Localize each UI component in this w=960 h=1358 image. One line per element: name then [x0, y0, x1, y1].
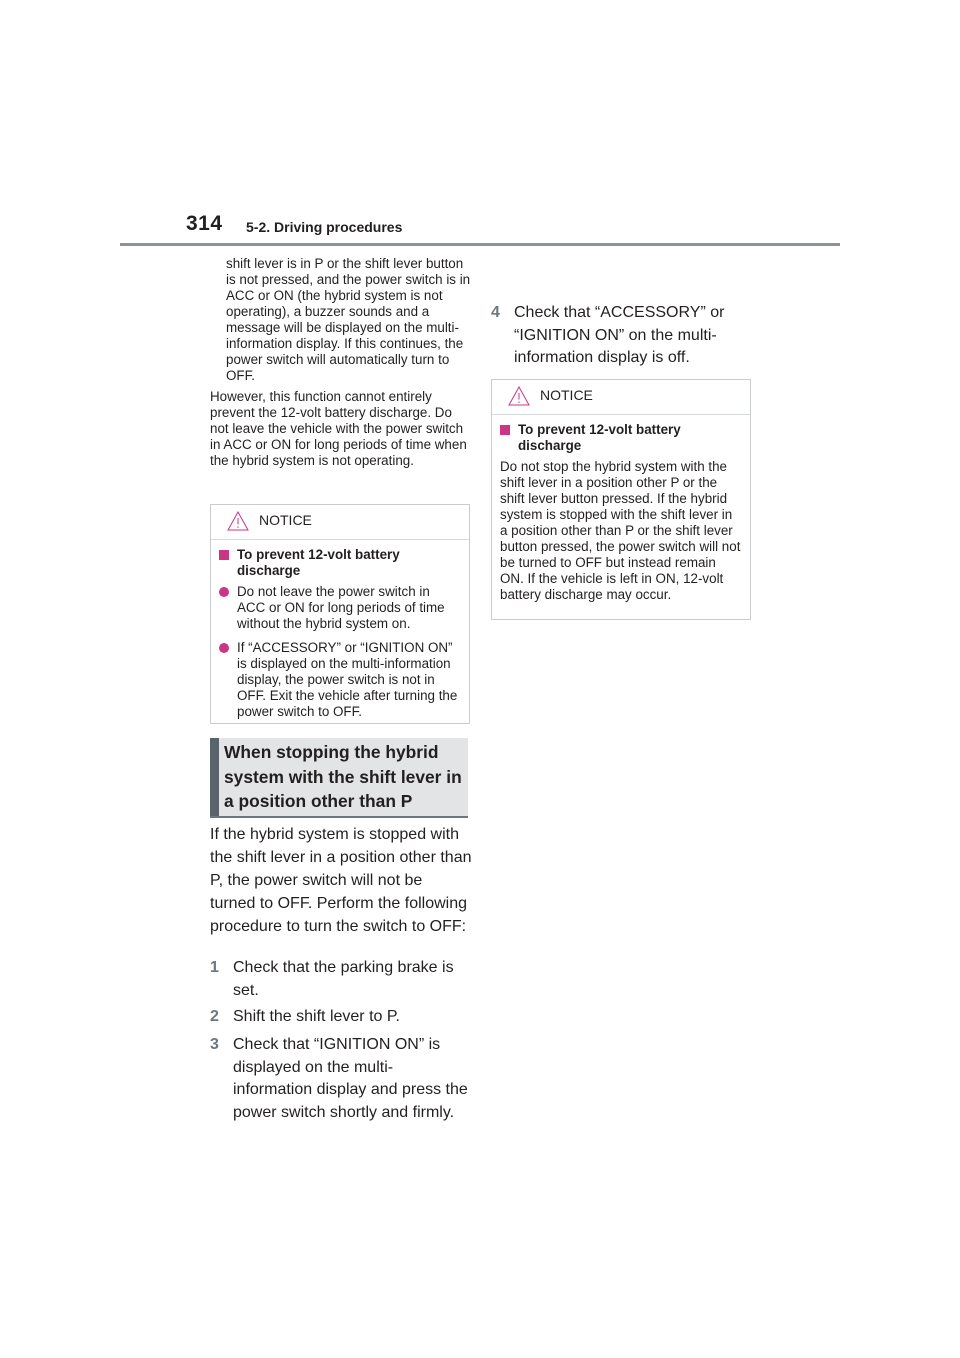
step-number: 4	[491, 304, 500, 321]
step-3	[210, 1034, 472, 1124]
notice-box-battery-1	[210, 504, 470, 724]
notice-label: NOTICE	[259, 512, 312, 528]
continued-paragraph	[226, 256, 472, 384]
notice-label: NOTICE	[540, 387, 593, 403]
page-number: 314	[186, 212, 223, 235]
warning-triangle-icon	[227, 511, 249, 531]
step-2	[210, 1006, 472, 1029]
notice-item: If “ACCESSORY” or “IGNITION ON” is displayed on the multi-information display, the power switch is not in OFF. Exit the vehicle after turning the power switch to OFF.	[219, 640, 461, 720]
intro-paragraph	[210, 823, 472, 938]
round-bullet-icon	[219, 643, 229, 653]
however-paragraph	[210, 389, 472, 469]
notice-box-battery-2	[491, 379, 751, 620]
warning-triangle-icon	[508, 386, 530, 406]
step-text: Check that the parking brake is set.	[233, 959, 454, 999]
notice-header	[211, 505, 469, 540]
section-heading	[210, 738, 468, 818]
page-header	[0, 0, 960, 250]
step-text: Check that “IGNITION ON” is displayed on the multi-information display and press the power switch shortly and firmly.	[233, 1036, 468, 1121]
intro-text: If the hybrid system is stopped with the shift lever in a position other than P, the power switch will not be turned to OFF. Perform the following procedure to turn the switch to OFF:	[210, 826, 472, 935]
notice-header	[492, 380, 750, 415]
step-number: 2	[210, 1008, 219, 1025]
round-bullet-icon	[219, 587, 229, 597]
step-1	[210, 957, 472, 1002]
square-bullet-icon	[219, 550, 229, 560]
header-divider	[120, 243, 840, 246]
step-text: Check that “ACCESSORY” or “IGNITION ON” on the multi-information display is off.	[514, 304, 725, 366]
notice-title: To prevent 12-volt battery discharge	[500, 422, 742, 454]
notice-item: Do not leave the power switch in ACC or ON for long periods of time without the hybrid system on.	[219, 584, 461, 632]
section-title: 5-2. Driving procedures	[246, 219, 403, 235]
notice-body	[211, 540, 469, 738]
step-text: Shift the shift lever to P.	[233, 1008, 400, 1025]
heading-accent-bar	[210, 738, 219, 816]
notice-title: To prevent 12-volt battery discharge	[219, 547, 461, 579]
notice-paragraph: Do not stop the hybrid system with the shift lever in a position other P or the shift lever button pressed. If the hybrid system is stopped with the shift lever in a position other than P or the shift lever button pressed, the power switch will not be turned to OFF but instead remain ON. If the vehicle is left in ON, 12-volt battery discharge may occur.	[500, 459, 741, 602]
step-number: 3	[210, 1036, 219, 1053]
square-bullet-icon	[500, 425, 510, 435]
notice-body	[492, 415, 750, 613]
step-number: 1	[210, 959, 219, 976]
step-4	[491, 302, 753, 370]
continued-text: shift lever is in P or the shift lever button is not pressed, and the power switch is in ACC or ON (the hybrid system is not operating), a buzzer sounds and a message will be displayed on the multi-information display. If this continues, the power switch will automatically turn to OFF.	[226, 256, 471, 383]
however-text: However, this function cannot entirely prevent the 12-volt battery discharge. Do not leave the vehicle with the power switch in ACC or ON for long periods of time when the hybrid system is not operating.	[210, 389, 467, 468]
heading-text: When stopping the hybrid system with the shift lever in a position other than P	[224, 742, 462, 811]
